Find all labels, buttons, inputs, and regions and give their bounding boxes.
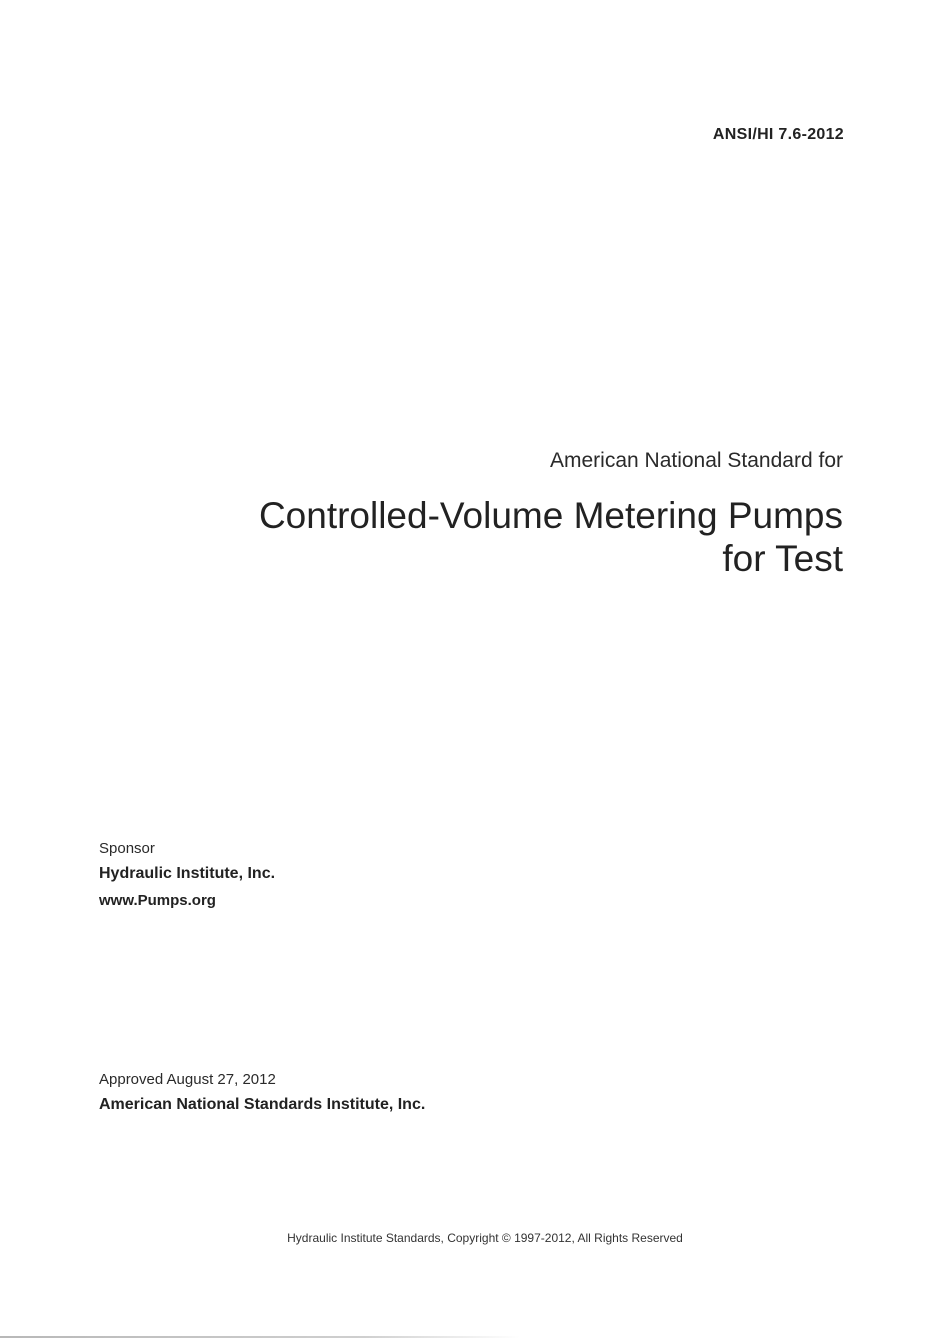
copyright-footer: Hydraulic Institute Standards, Copyright © 1997-2012, All Rights Reserved bbox=[287, 1231, 683, 1245]
standard-subtitle: American National Standard for bbox=[550, 449, 843, 472]
approving-organization: American National Standards Institute, Inc. bbox=[99, 1096, 426, 1113]
sponsor-block bbox=[99, 838, 275, 914]
document-title-line-2: for Test bbox=[722, 538, 843, 579]
title-block bbox=[259, 448, 843, 580]
sponsor-name: Hydraulic Institute, Inc. bbox=[99, 865, 276, 882]
document-title-line-1: Controlled-Volume Metering Pumps bbox=[258, 495, 843, 536]
sponsor-label: Sponsor bbox=[99, 840, 155, 857]
approval-block bbox=[99, 1069, 425, 1118]
sponsor-url: www.Pumps.org bbox=[99, 892, 216, 909]
standard-designation: ANSI/HI 7.6-2012 bbox=[712, 126, 844, 143]
approval-date: Approved August 27, 2012 bbox=[99, 1071, 276, 1088]
scan-edge-line bbox=[0, 1336, 520, 1338]
document-title bbox=[259, 494, 843, 580]
